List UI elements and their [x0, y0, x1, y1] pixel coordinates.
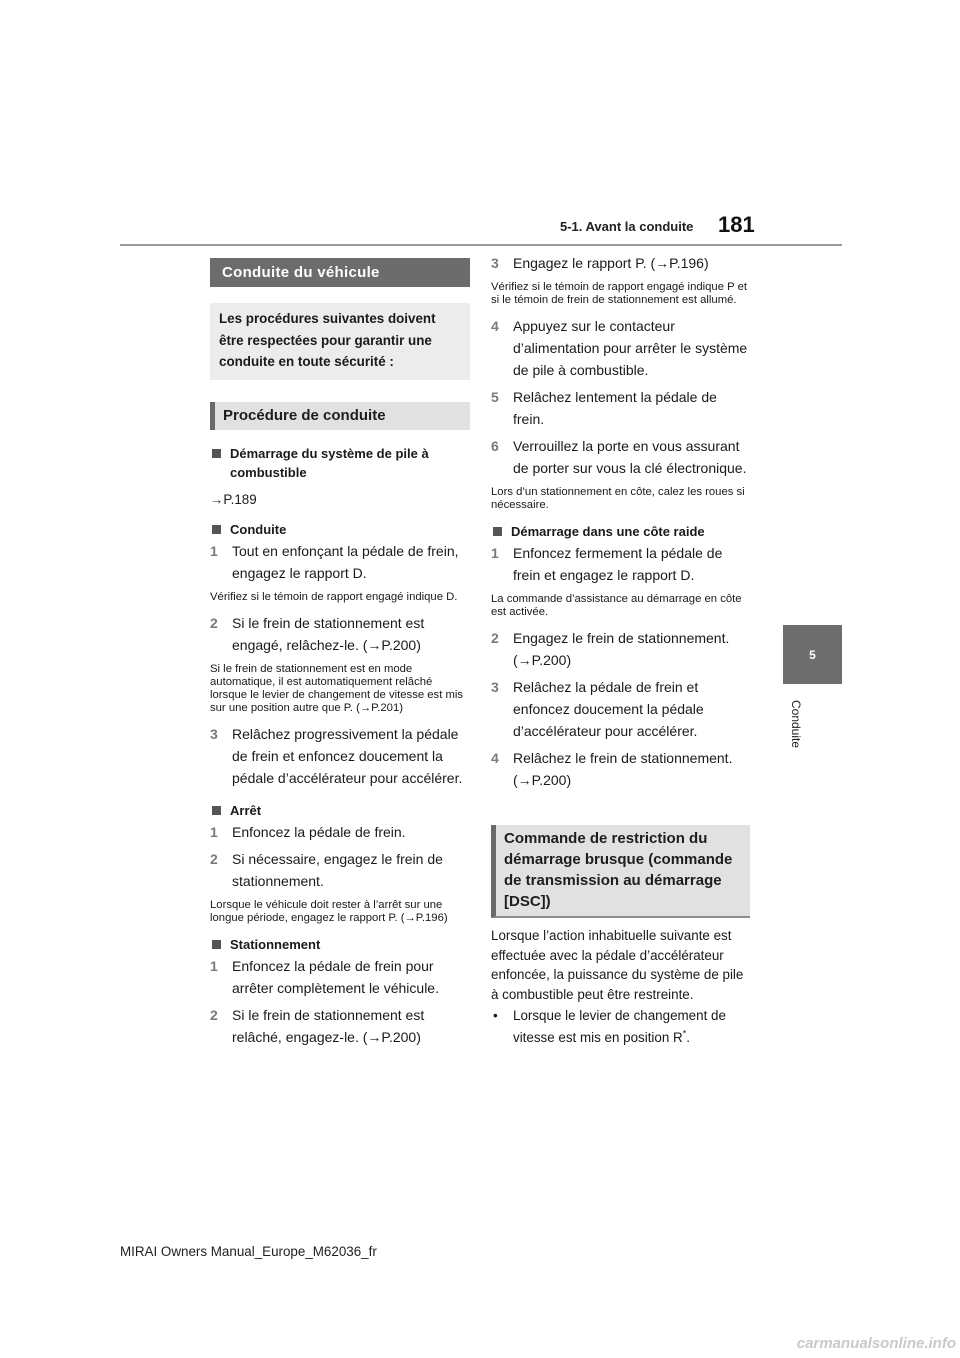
intro-box: Les procédures suivantes doivent être respectées pour garantir une conduite en toute sécurité :: [210, 303, 470, 380]
left-column: [210, 258, 470, 1048]
subheading-text: Arrêt: [230, 802, 262, 818]
subheading-conduite: [210, 520, 470, 539]
step-number: 2: [210, 1006, 218, 1023]
footnote-marker: *: [682, 1028, 687, 1039]
step: [491, 435, 750, 479]
note: Vérifiez si le témoin de rapport engagé indique D.: [210, 590, 458, 603]
bullet-text: Lorsque le levier de changement de vitesse est mis en position R: [513, 1008, 726, 1046]
page-reference: →P.189: [210, 491, 257, 507]
square-bullet-icon: [212, 940, 221, 949]
step-text: Enfoncez la pédale de frein pour arrêter complètement le véhicule.: [232, 957, 439, 996]
subheading-text: Démarrage du système de pile à combustible: [230, 445, 429, 480]
procedure-heading: Procédure de conduite: [210, 402, 470, 430]
step-text: Si nécessaire, engagez le frein de stationnement.: [232, 850, 443, 889]
step-number: 2: [210, 614, 218, 631]
chapter-label: [783, 694, 809, 754]
step-number: 4: [491, 750, 499, 766]
step-number: 3: [491, 679, 499, 695]
note: La commande d’assistance au démarrage en côte est activée.: [491, 593, 742, 618]
subheading-cote: [491, 522, 750, 541]
step: [491, 542, 750, 586]
step: [210, 723, 470, 789]
bullet-text-wrap: [513, 1005, 750, 1049]
step-number: 3: [210, 725, 218, 742]
header-divider: [120, 244, 842, 246]
step-text: Engagez le frein de stationnement. (→P.200): [513, 630, 730, 668]
subheading-text: Stationnement: [230, 936, 321, 952]
page-number: 181: [718, 212, 755, 237]
step-text: Relâchez le frein de stationnement. (→P.200): [513, 750, 733, 788]
square-bullet-icon: [493, 527, 502, 536]
bullet-end: .: [686, 1030, 690, 1046]
square-bullet-icon: [212, 806, 221, 815]
note: Si le frein de stationnement est en mode automatique, il est automatiquement relâché lorsque le levier de changement de vitesse est mis sur une position autre que P. (→P.201): [210, 662, 464, 714]
chapter-tab: 5: [783, 625, 842, 684]
chapter-label-text: Conduite: [789, 699, 803, 749]
step-number: 2: [210, 850, 218, 867]
step-text: Si le frein de stationnement est relâché, engagez-le. (→P.200): [232, 1006, 425, 1045]
dsc-heading: Commande de restriction du démarrage brusque (commande de transmission au démarrage [DSC]): [491, 825, 750, 918]
section-header: 5-1. Avant la conduite: [560, 219, 694, 234]
bullet-dot: •: [493, 1008, 498, 1024]
subheading-stationnement: [210, 935, 470, 954]
square-bullet-icon: [212, 449, 221, 458]
step-number: 1: [491, 545, 499, 561]
section-title: Conduite du véhicule: [210, 258, 470, 287]
step: [491, 627, 750, 671]
step-text: Verrouillez la porte en vous assurant de porter sur vous la clé électronique.: [513, 438, 747, 476]
bullet-item: [491, 1005, 750, 1049]
step-text: Si le frein de stationnement est engagé, relâchez-le. (→P.200): [232, 614, 425, 653]
note: Vérifiez si le témoin de rapport engagé indique P et si le témoin de frein de stationnement est allumé.: [491, 281, 748, 306]
step-number: 3: [491, 255, 499, 271]
step: [210, 955, 470, 999]
step: [491, 676, 750, 742]
step: [210, 821, 470, 843]
note: Lors d’un stationnement en côte, calez les roues si nécessaire.: [491, 486, 745, 511]
step-text: Relâchez progressivement la pédale de frein et enfoncez doucement la pédale d’accélérateur pour accélérer.: [232, 725, 463, 786]
step: [491, 386, 750, 430]
subheading-arret: [210, 801, 470, 820]
subheading-start: [210, 444, 470, 482]
subheading-text: Démarrage dans une côte raide: [511, 524, 705, 539]
step: [210, 848, 470, 892]
step-text: Tout en enfonçant la pédale de frein, engagez le rapport D.: [232, 542, 459, 581]
step-text: Appuyez sur le contacteur d’alimentation pour arrêter le système de pile à combustible.: [513, 318, 748, 378]
step-number: 6: [491, 438, 499, 454]
step-number: 2: [491, 630, 499, 646]
note: Lorsque le véhicule doit rester à l’arrêt sur une longue période, engagez le rapport P. (→P.196): [210, 898, 448, 924]
subheading-text: Conduite: [230, 521, 287, 537]
step: [210, 612, 470, 656]
step-number: 1: [210, 542, 218, 559]
step: [210, 540, 470, 584]
step-text: Engagez le rapport P. (→P.196): [513, 255, 709, 271]
step-text: Enfoncez fermement la pédale de frein et engagez le rapport D.: [513, 545, 723, 583]
step: [210, 1004, 470, 1048]
step-number: 1: [210, 823, 218, 840]
footer-text: MIRAI Owners Manual_Europe_M62036_fr: [120, 1244, 377, 1259]
dsc-paragraph: Lorsque l’action inhabituelle suivante est effectuée avec la pédale d’accélérateur enfoncée, la puissance du système de pile à combustible peut être restreinte.: [491, 928, 744, 1002]
step-text: Relâchez lentement la pédale de frein.: [513, 389, 717, 427]
step-text: Relâchez la pédale de frein et enfoncez doucement la pédale d’accélérateur pour accélérer.: [513, 679, 704, 739]
step-number: 5: [491, 389, 499, 405]
step: [491, 747, 750, 791]
step: [491, 315, 750, 381]
step-number: 1: [210, 957, 218, 974]
right-column: [491, 252, 750, 1049]
watermark: carmanualsonline.info: [796, 1335, 956, 1352]
step: [491, 252, 750, 274]
step-text: Enfoncez la pédale de frein.: [232, 823, 406, 840]
step-number: 4: [491, 318, 499, 334]
square-bullet-icon: [212, 525, 221, 534]
